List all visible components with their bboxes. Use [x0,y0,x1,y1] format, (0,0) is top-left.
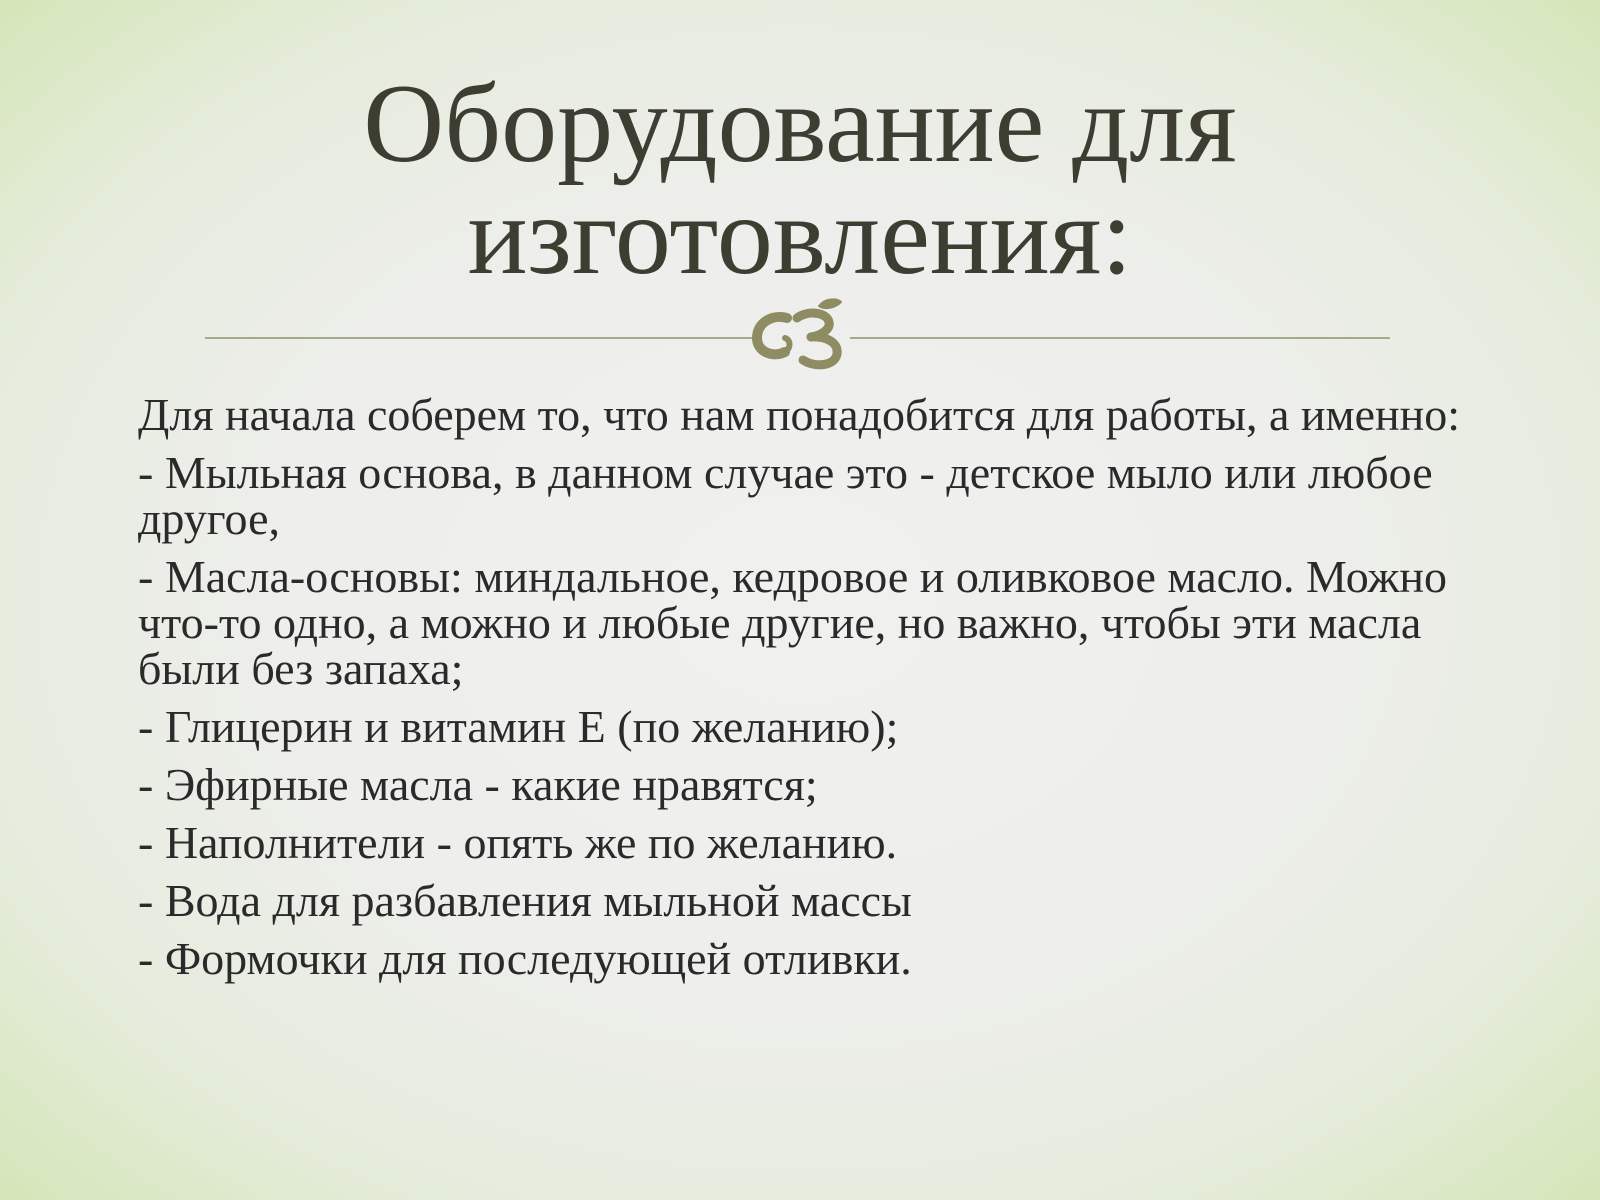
slide-title [200,62,1400,298]
list-item: - Мыльная основа, в данном случае это - детское мыло или любое другое, [138,447,1433,544]
list-item: - Глицерин и витамин Е (по желанию); [138,701,899,752]
list-item: - Наполнители - опять же по желанию. [138,817,898,868]
title-divider-right [850,337,1390,339]
leaf-scroll-ornament-icon [745,296,855,376]
intro-paragraph: Для начала соберем то, что нам понадобится для работы, а именно: [138,389,1461,440]
list-item: - Эфирные масла - какие нравятся; [138,759,818,810]
slide-title-line-1: Оборудование для [363,62,1237,186]
slide-body [138,389,1468,994]
list-item: - Масла-основы: миндальное, кедровое и оливковое масло. Можно что-то одно, а можно и любые другие, но важно, чтобы эти масла были без запаха; [138,551,1448,694]
title-divider-left [205,337,760,339]
slide-title-line-2: изготовления: [467,174,1133,298]
list-item: - Вода для разбавления мыльной массы [138,875,912,926]
list-item: - Формочки для последующей отливки. [138,933,912,984]
